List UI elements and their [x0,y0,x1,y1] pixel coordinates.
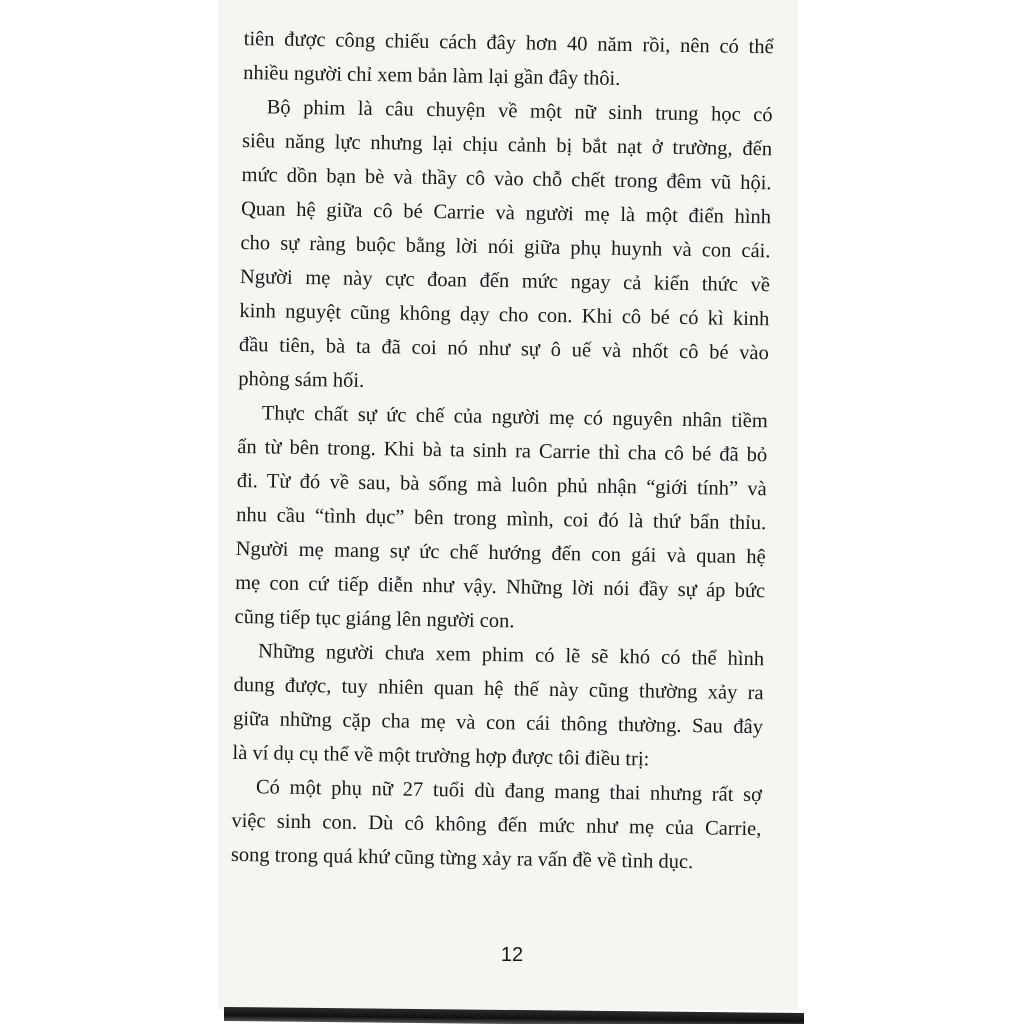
text-line: Người mẹ mang sự ức chế hướng đến con gái và quan hệ [235,537,766,569]
text-line: đầu tiên, bà ta đã coi nó như sự ô uế và nhốt cô bé vào [238,333,770,365]
text-line: tiên được công chiếu cách đây hơn 40 năm rồi, nên có thể [243,27,774,59]
paragraph-first-line: Thực chất sự ức chế của người mẹ có nguyên nhân tiềm [261,402,768,433]
text-line: nhiều người chỉ xem bản làm lại gần đây thôi. [243,61,621,90]
text-line: ẩn từ bên trong. Khi bà ta sinh ra Carrie thì cha cô bé đã bỏ [237,435,768,467]
paragraph-first-line: Những người chưa xem phim có lẽ sẽ khó có thể hình [257,640,765,671]
text-line: siêu năng lực nhưng lại chịu cảnh bị bắt nạt ở trường, đến [241,129,773,161]
body-text [231,22,774,880]
paragraph-first-line: Bộ phim là câu chuyện về một nữ sinh trung học có [266,96,773,127]
text-line: phòng sám hối. [238,367,365,392]
text-line: song trong quá khứ cũng từng xảy ra vấn đề về tình dục. [230,843,694,874]
text-line: Quan hệ giữa cô bé Carrie và người mẹ là một điển hình [240,197,772,229]
text-line: là ví dụ cụ thể về một trường hợp được tôi điều trị: [232,741,650,771]
text-line: dung được, tuy nhiên quan hệ thế này cũng thường xảy ra [233,673,764,705]
text-line: mẹ con cứ tiếp diễn như vậy. Những lời nói đầy sự áp bức [235,571,766,603]
page-number: 12 [500,944,524,966]
text-line: cũng tiếp tục giáng lên người con. [234,605,515,633]
text-line: giữa những cặp cha mẹ và con cái thông thường. Sau đây [232,707,764,739]
paragraph-first-line: Có một phụ nữ 27 tuổi dù đang mang thai nhưng rất sợ [255,776,763,807]
text-line: mức dồn bạn bè và thầy cô vào chỗ chết trong đêm vũ hội. [241,163,772,195]
text-line: nhu cầu “tình dục” bên trong mình, coi đó là thứ bẩn thỉu. [236,503,767,535]
text-line: việc sinh con. Dù cô không đến mức như mẹ của Carrie, [231,809,762,841]
text-line: kinh nguyệt cũng không dạy cho con. Khi cô bé có kì kinh [239,299,770,331]
text-line: cho sự ràng buộc bằng lời nói giữa phụ huynh và con cái. [240,231,771,263]
text-line: Người mẹ này cực đoan đến mức ngay cả kiến thức về [239,265,771,297]
text-line: đi. Từ đó về sau, bà sống mà luôn phủ nhận “giới tính” và [236,469,767,501]
